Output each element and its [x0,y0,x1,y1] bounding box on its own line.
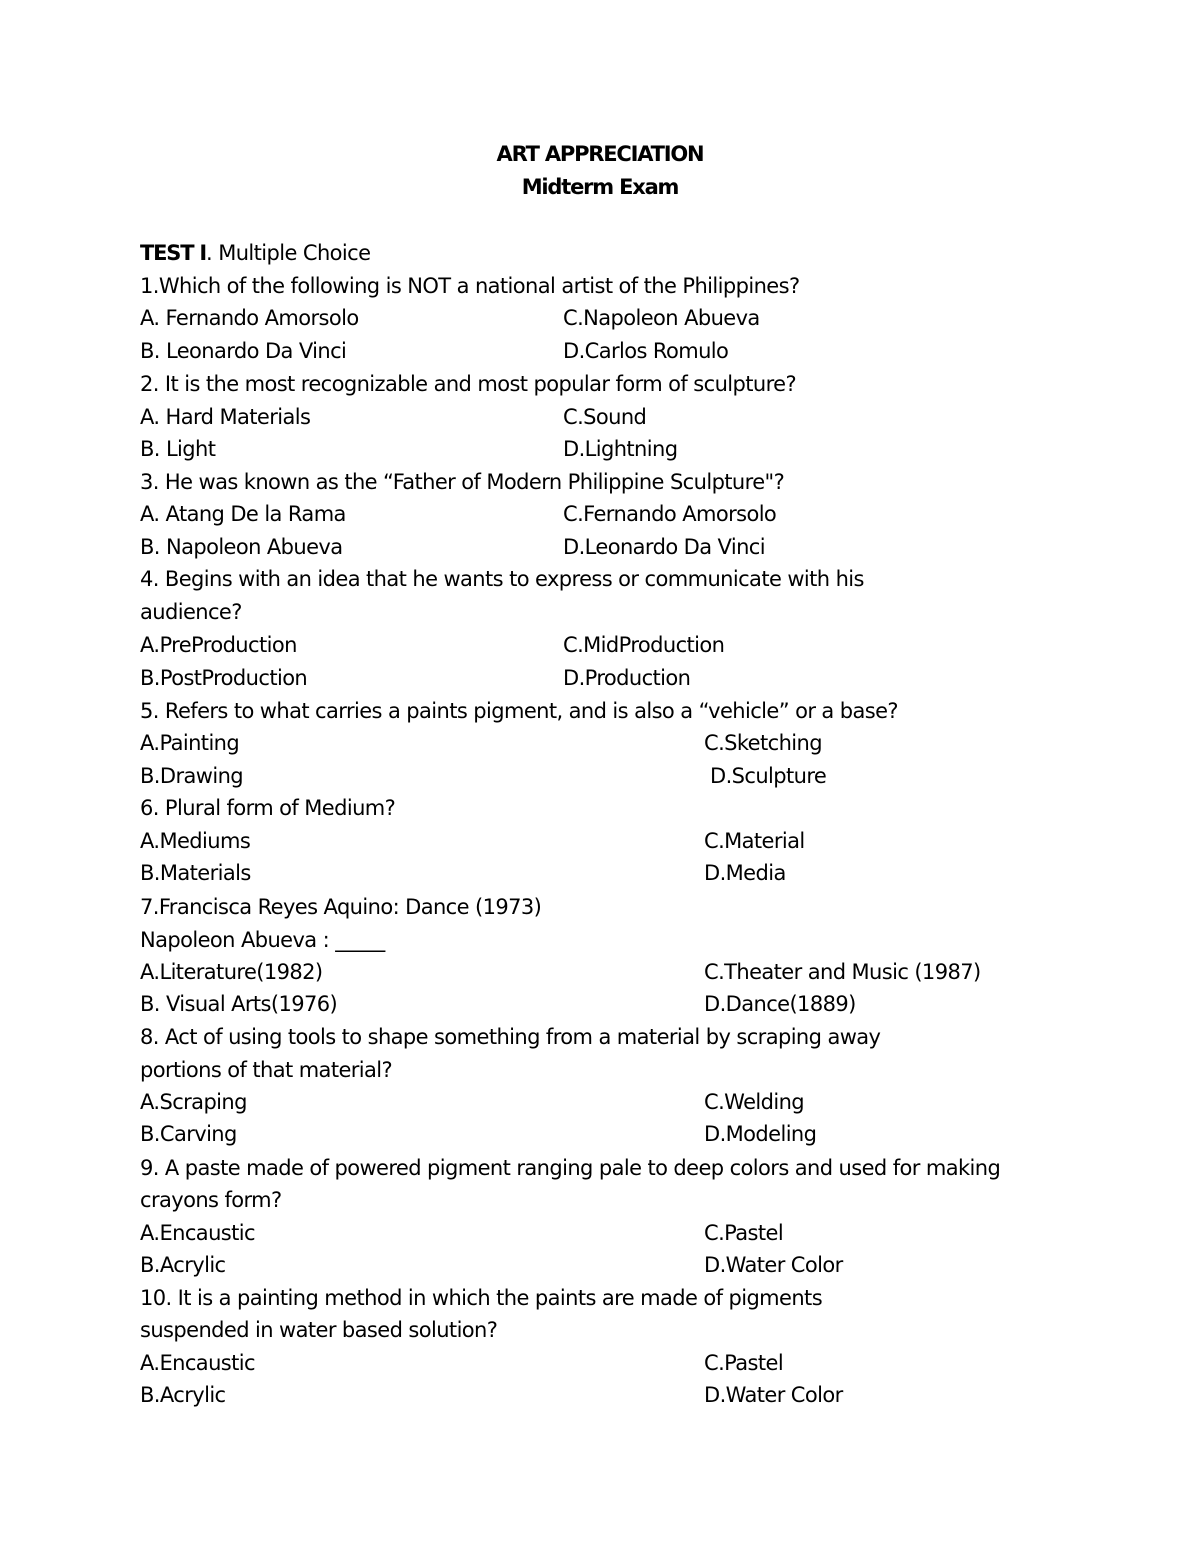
q1-option-a: A. Fernando Amorsolo [140,306,359,330]
question-6-text: 6. Plural form of Medium? [140,796,396,820]
q1-option-b: B. Leonardo Da Vinci [140,339,347,363]
q5-option-b: B.Drawing [140,764,244,788]
q9-option-d: D.Water Color [704,1253,843,1277]
question-8-text-cont: portions of that material? [140,1058,393,1082]
question-3-text: 3. He was known as the “Father of Modern Philippine Sculpture"? [140,470,785,494]
q4-option-b: B.PostProduction [140,666,308,690]
q9-option-c: C.Pastel [704,1221,784,1245]
q5-option-c: C.Sketching [704,731,822,755]
exam-subtitle: Midterm Exam [521,175,679,199]
question-7-text: 7.Francisca Reyes Aquino: Dance (1973) [140,895,542,919]
q3-option-b: B. Napoleon Abueva [140,535,343,559]
q10-option-d: D.Water Color [704,1383,843,1407]
q5-option-a: A.Painting [140,731,240,755]
q7-option-c: C.Theater and Music (1987) [704,960,981,984]
q9-option-a: A.Encaustic [140,1221,255,1245]
q4-option-a: A.PreProduction [140,633,297,657]
question-1-text: 1.Which of the following is NOT a national artist of the Philippines? [140,274,800,298]
q9-option-b: B.Acrylic [140,1253,226,1277]
q10-option-c: C.Pastel [704,1351,784,1375]
q10-option-b: B.Acrylic [140,1383,226,1407]
q3-option-c: C.Fernando Amorsolo [563,502,777,526]
question-9-text-cont: crayons form? [140,1188,282,1212]
question-10-text-cont: suspended in water based solution? [140,1318,498,1342]
q7-option-b: B. Visual Arts(1976) [140,992,338,1016]
q7-option-d: D.Dance(1889) [704,992,856,1016]
q2-option-b: B. Light [140,437,216,461]
exam-title: ART APPRECIATION [496,142,704,166]
q7-option-a: A.Literature(1982) [140,960,323,984]
q6-option-c: C.Material [704,829,805,853]
question-8-text: 8. Act of using tools to shape something from a material by scraping away [140,1025,881,1049]
q8-option-a: A.Scraping [140,1090,247,1114]
q1-option-d: D.Carlos Romulo [563,339,729,363]
question-10-text: 10. It is a painting method in which the paints are made of pigments [140,1286,823,1310]
q6-option-b: B.Materials [140,861,251,885]
question-4-text-cont: audience? [140,600,242,624]
q2-option-d: D.Lightning [563,437,678,461]
q1-option-c: C.Napoleon Abueva [563,306,760,330]
q8-option-d: D.Modeling [704,1122,817,1146]
q8-option-b: B.Carving [140,1122,237,1146]
question-7-text-cont: Napoleon Abueva : _____ [140,928,385,952]
question-2-text: 2. It is the most recognizable and most popular form of sculpture? [140,372,797,396]
q4-option-c: C.MidProduction [563,633,725,657]
q2-option-c: C.Sound [563,405,647,429]
q3-option-d: D.Leonardo Da Vinci [563,535,765,559]
test-name: . Multiple Choice [206,241,371,265]
q4-option-d: D.Production [563,666,691,690]
q5-option-d: D.Sculpture [710,764,827,788]
question-5-text: 5. Refers to what carries a paints pigment, and is also a “vehicle” or a base? [140,699,898,723]
question-4-text: 4. Begins with an idea that he wants to express or communicate with his [140,567,864,591]
q3-option-a: A. Atang De la Rama [140,502,346,526]
q8-option-c: C.Welding [704,1090,805,1114]
q6-option-d: D.Media [704,861,786,885]
q10-option-a: A.Encaustic [140,1351,255,1375]
q2-option-a: A. Hard Materials [140,405,311,429]
q6-option-a: A.Mediums [140,829,251,853]
test-label: TEST I [140,241,207,265]
test-heading [140,241,370,265]
question-9-text: 9. A paste made of powered pigment ranging pale to deep colors and used for making [140,1156,1001,1180]
